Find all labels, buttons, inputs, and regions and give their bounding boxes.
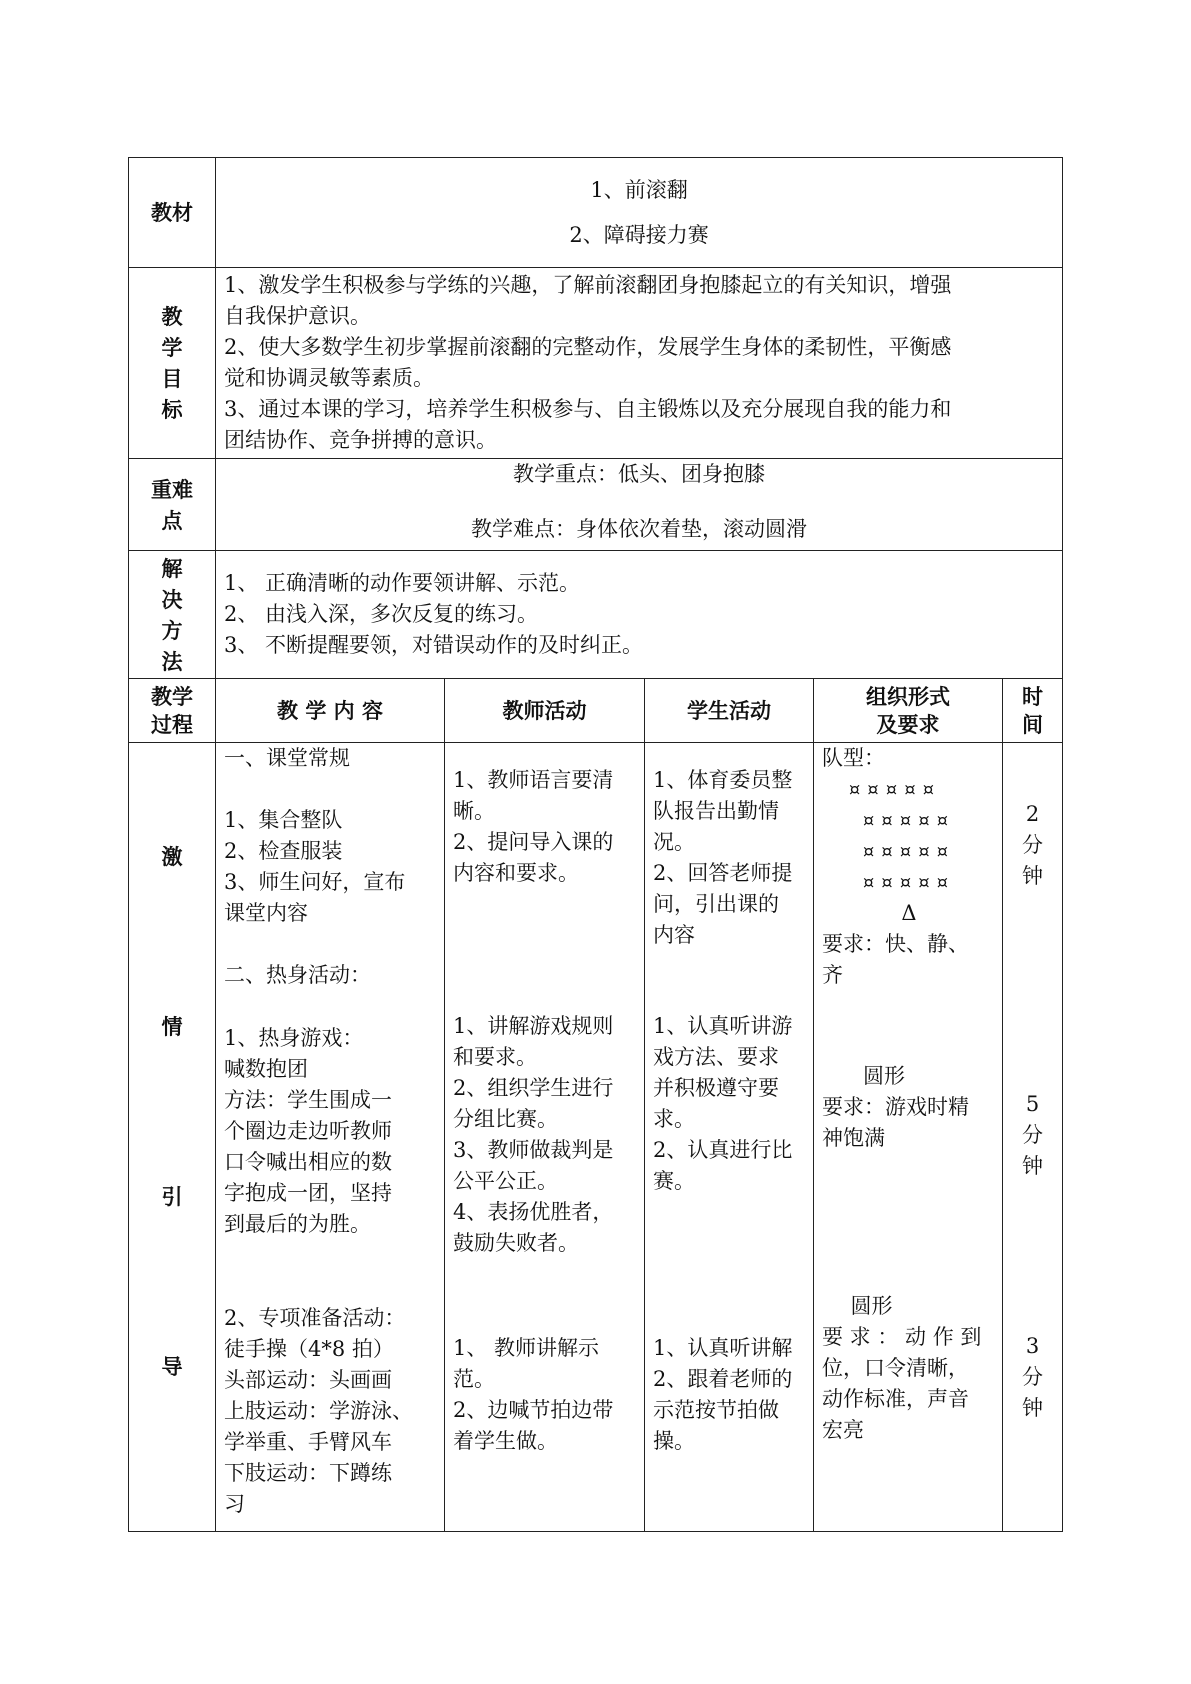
time-cell [1003, 743, 1063, 1532]
time-section-2: 5 分 钟 [1022, 1092, 1044, 1178]
teacher-section-3: 1、 教师讲解示 范。 2、边喊节拍边带 着学生做。 [453, 1336, 614, 1453]
content-cell [216, 743, 445, 1532]
teacher-section-1: 1、教师语言要清 晰。 2、提问导入课的 内容和要求。 [453, 768, 614, 885]
objectives-label: 教 学 目 标 [129, 268, 216, 459]
methods-label: 解 决 方 法 [129, 551, 216, 679]
methods-row [129, 551, 1063, 679]
objective-line: 1、激发学生积极参与学练的兴趣，了解前滚翻团身抱膝起立的有关知识，增强 [224, 273, 952, 297]
method-line: 2、 由浅入深，多次反复的练习。 [224, 602, 539, 626]
key-points-label: 重难 点 [129, 459, 216, 551]
formation-row: ¤¤¤¤¤ [862, 872, 956, 893]
content-section-3: 2、专项准备活动： 徒手操（4*8 拍） 头部运动：头画画 上肢运动：学游泳、 学举重、手臂风车 下肢运动：下蹲练 习 [224, 1306, 413, 1516]
stage-char: 情 [161, 1014, 183, 1039]
teacher-section-2: 1、讲解游戏规则 和要求。 2、组织学生进行 分组比赛。 3、教师做裁判是 公平公正。 4、表扬优胜者， 鼓励失败者。 [453, 1014, 614, 1255]
teacher-cell [445, 743, 645, 1532]
student-section-3: 1、认真听讲解 2、跟着老师的 示范按节拍做 操。 [653, 1336, 793, 1453]
stage-char: 导 [161, 1354, 183, 1379]
objective-line: 3、通过本课的学习，培养学生积极参与、自主锻炼以及充分展现自我的能力和 [224, 397, 952, 421]
content-header: 教 学 内 容 [216, 679, 445, 743]
method-line: 3、 不断提醒要领，对错误动作的及时纠正。 [224, 633, 644, 657]
materials-label: 教材 [129, 158, 216, 268]
objective-line: 觉和协调灵敏等素质。 [224, 366, 434, 390]
formation-title: 圆形 [850, 1294, 893, 1318]
teacher-marker-icon: Δ [901, 901, 917, 925]
organization-section-1: 队型： ¤¤¤¤¤ ¤¤¤¤¤ ¤¤¤¤¤ ¤¤¤¤¤ Δ 要求：快、静、 齐 [822, 743, 996, 991]
time-section-1: 2 分 钟 [1022, 802, 1044, 888]
student-section-1: 1、体育委员整 队报告出勤情 况。 2、回答老师提 问，引出课的 内容 [653, 768, 793, 947]
objective-line: 2、使大多数学生初步掌握前滚翻的完整动作，发展学生身体的柔韧性，平衡感 [224, 335, 952, 359]
content-section-1: 一、课堂常规 1、集合整队 2、检查服装 3、师生问好，宣布 课堂内容 二、热身活动： [224, 746, 406, 987]
materials-cell [216, 158, 1063, 268]
objectives-cell [216, 268, 1063, 459]
methods-cell [216, 551, 1063, 679]
key-focus: 教学重点：低头、团身抱膝 [513, 462, 766, 486]
formation-row: ¤¤¤¤¤ [862, 841, 956, 862]
key-points-row [129, 459, 1063, 551]
process-header: 教学 过程 [129, 679, 216, 743]
organization-section-3: 圆形 要 求 ： 动 作 到 位，口令清晰， 动作标准，声音 宏亮 [822, 1291, 996, 1446]
formation-row: ¤¤¤¤¤ [862, 810, 956, 831]
objective-line: 自我保护意识。 [224, 304, 371, 328]
teacher-header: 教师活动 [445, 679, 645, 743]
formation-title: 队型： [822, 746, 885, 770]
student-section-2: 1、认真听讲游 戏方法、要求 并积极遵守要 求。 2、认真进行比 赛。 [653, 1014, 793, 1193]
key-difficulty: 教学难点：身体依次着垫，滚动圆滑 [471, 517, 808, 541]
stage-char: 引 [161, 1184, 183, 1209]
process-header-row [129, 679, 1063, 743]
objective-line: 团结协作、竞争拼搏的意识。 [224, 428, 497, 452]
formation-title: 圆形 [863, 1064, 905, 1088]
time-section-3: 3 分 钟 [1022, 1334, 1044, 1420]
process-body-row [129, 743, 1063, 1532]
objectives-row [129, 268, 1063, 459]
organization-section-2: 圆形 要求：游戏时精 神饱满 [822, 1061, 996, 1154]
key-points-cell [216, 459, 1063, 551]
organization-header: 组织形式 及要求 [814, 679, 1003, 743]
organization-cell [814, 743, 1003, 1532]
materials-row [129, 158, 1063, 268]
material-item: 2、障碍接力赛 [569, 222, 709, 247]
stage-cell [129, 743, 216, 1532]
material-item: 1、前滚翻 [590, 177, 688, 202]
lesson-plan-table [128, 157, 1063, 1532]
formation-row: ¤¤¤¤¤ [848, 779, 942, 800]
student-cell [645, 743, 814, 1532]
method-line: 1、 正确清晰的动作要领讲解、示范。 [224, 571, 581, 595]
student-header: 学生活动 [645, 679, 814, 743]
content-section-2: 1、热身游戏： 喊数抱团 方法：学生围成一 个圈边走边听教师 口令喊出相应的数 字抱成一团，坚持 到最后的为胜。 [224, 1026, 392, 1236]
time-header: 时 间 [1003, 679, 1063, 743]
stage-char: 激 [161, 844, 183, 869]
